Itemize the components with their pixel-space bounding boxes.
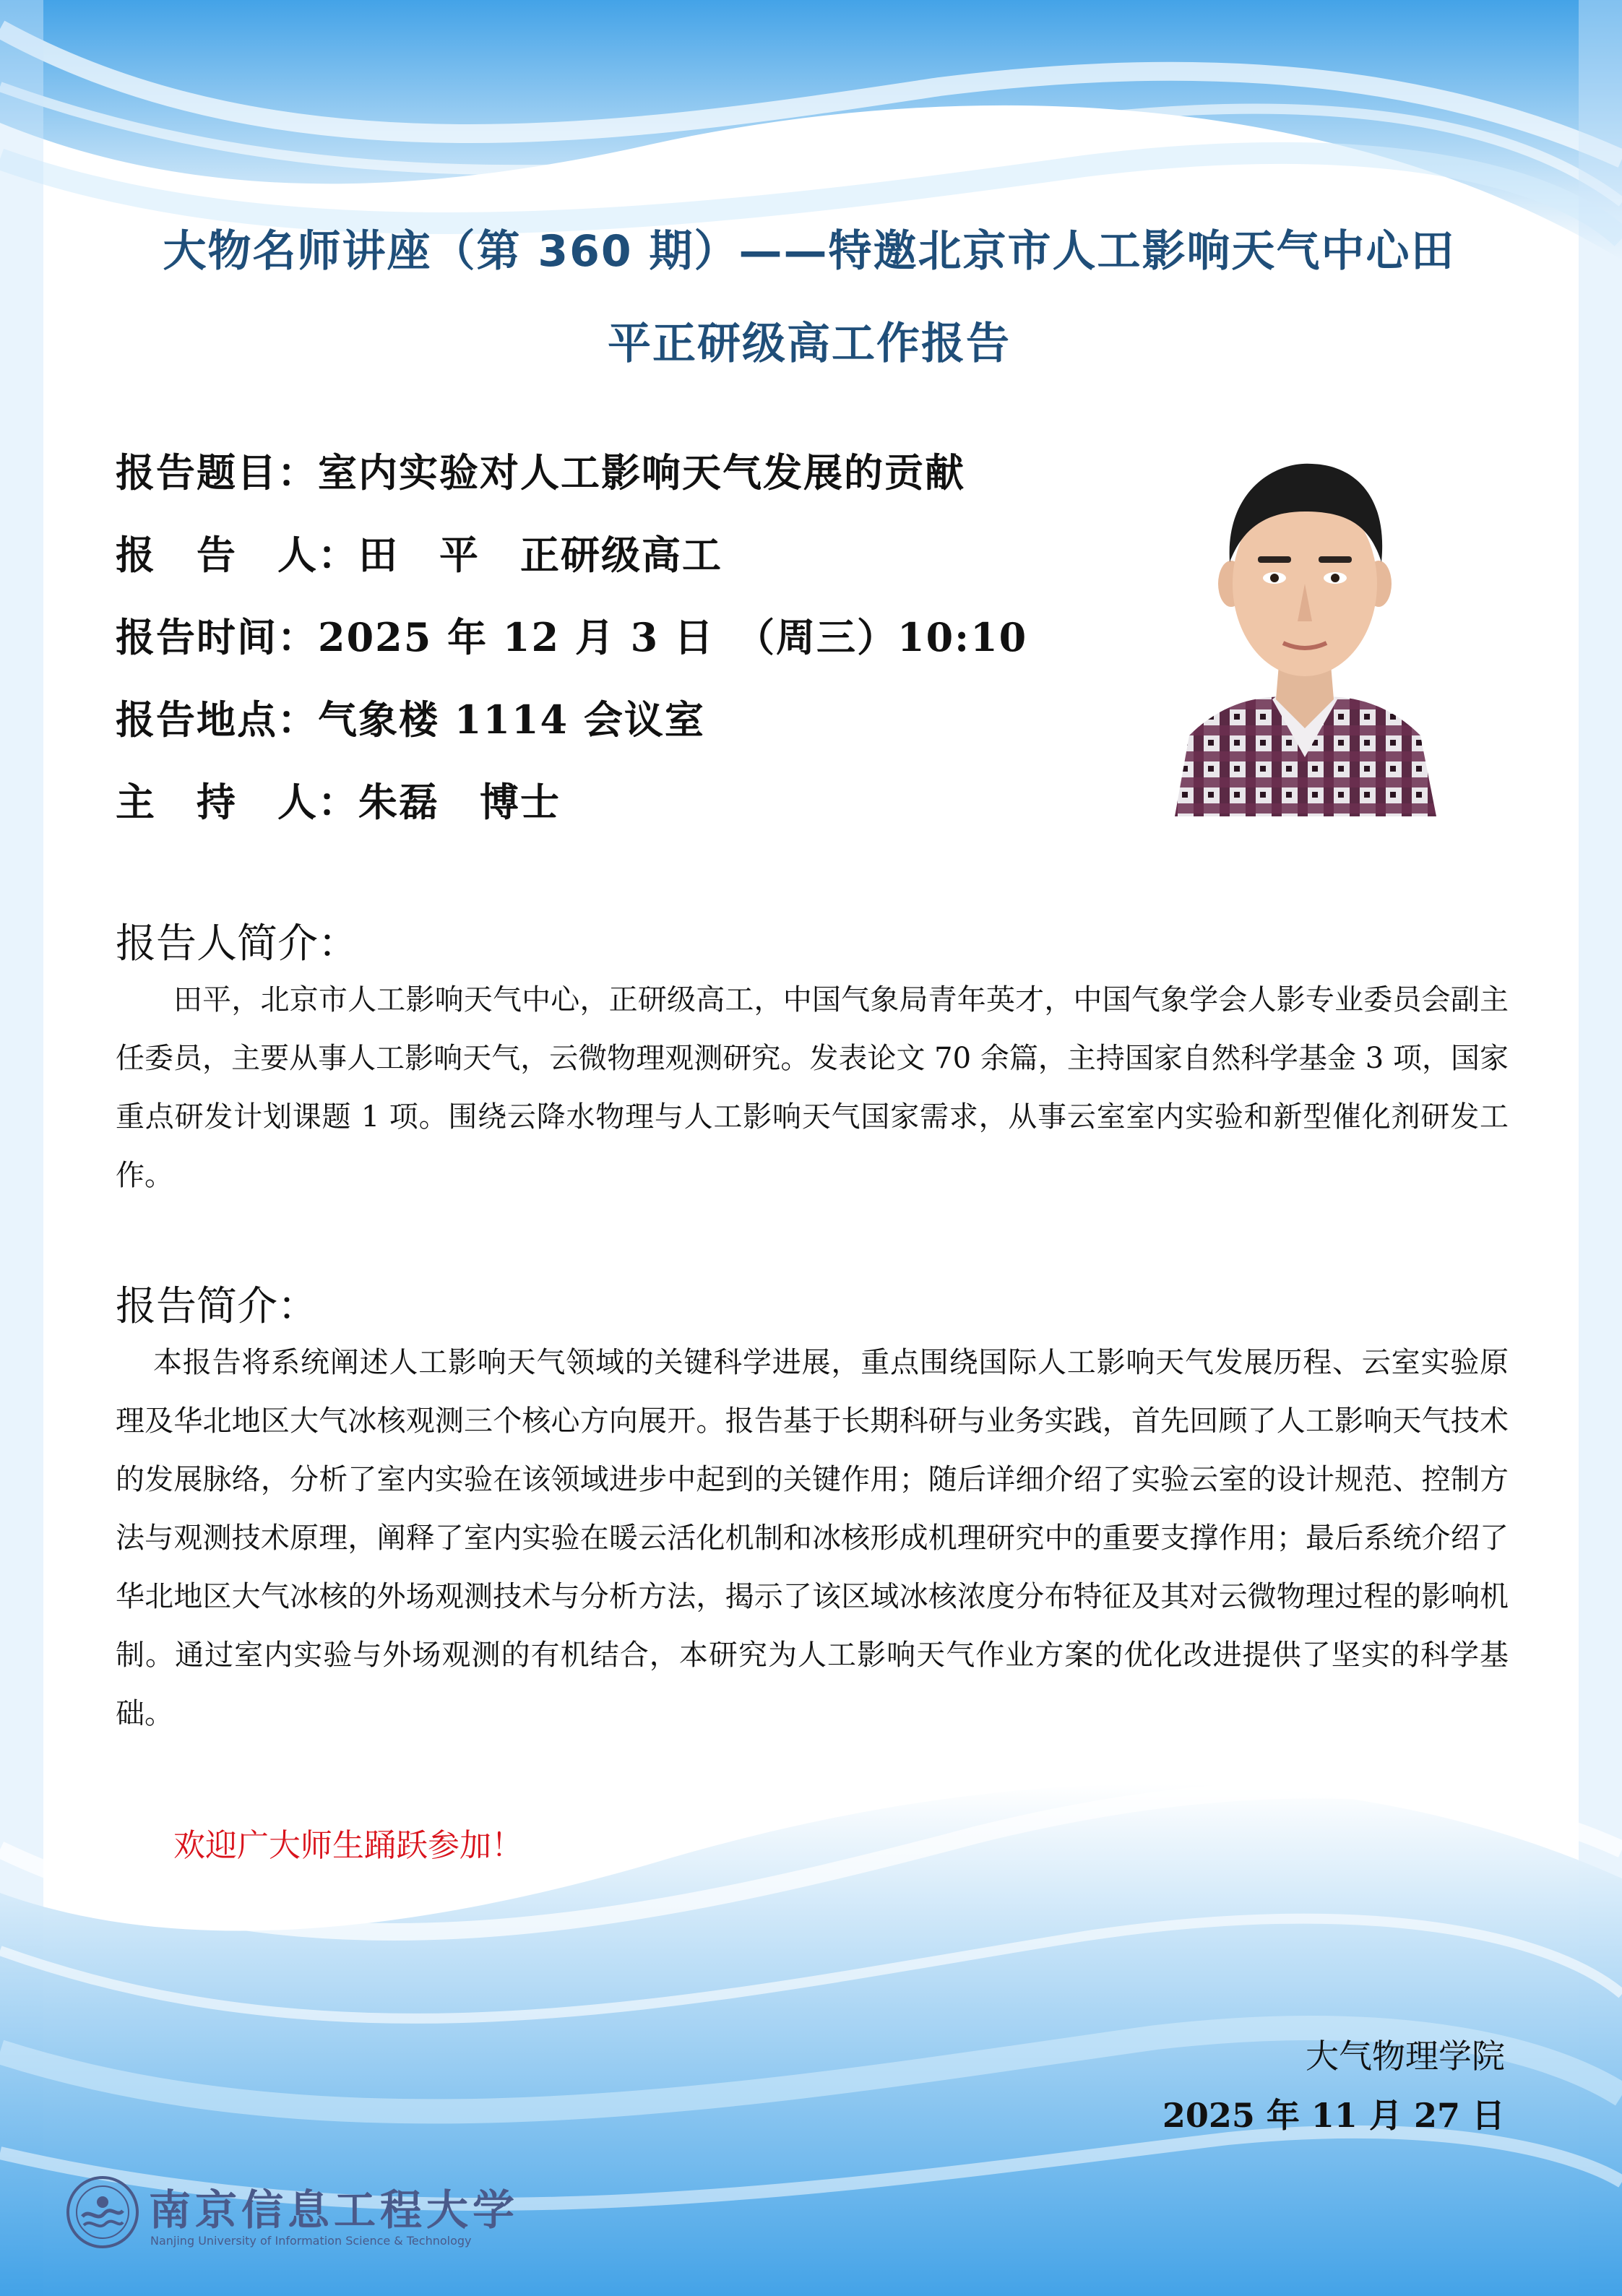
info-value: 朱磊 博士 xyxy=(358,779,561,825)
info-label: 主 持 人： xyxy=(116,779,358,825)
university-logo xyxy=(65,2175,519,2254)
poster-title-line1: 大物名师讲座（第 360 期）——特邀北京市人工影响天气中心田 xyxy=(163,226,1456,277)
info-label: 报告地点： xyxy=(116,696,318,743)
university-name-cn: 南京信息工程大学 xyxy=(149,2185,519,2235)
report-intro-heading: 报告简介： xyxy=(116,1283,318,1330)
speaker-bio-text: 田平，北京市人工影响天气中心，正研级高工，中国气象局青年英才，中国气象学会人影专业委员会副主任委员，主要从事人工影响天气，云微物理观测研究。发表论文 70 余篇，主持国家自然科学基金 3 项，国家重点研发计划课题 1 项。围绕云降水物理与人工影响天气国家需求，从事云室室内实验和新型催化剂研发工作。 xyxy=(116,983,1509,1192)
info-value: 田 平 正研级高工 xyxy=(358,532,722,578)
info-label: 报告题目： xyxy=(116,449,318,496)
info-value: 气象楼 1114 会议室 xyxy=(318,696,705,743)
poster-title-line2: 平正研级高工作报告 xyxy=(608,319,1011,369)
info-report-title xyxy=(116,442,965,498)
report-intro-text: 本报告将系统阐述人工影响天气领域的关键科学进展，重点围绕国际人工影响天气发展历程、云室实验原理及华北地区大气冰核观测三个核心方向展开。报告基于长期科研与业务实践，首先回顾了人工影响天气技术的发展脉络，分析了室内实验在该领域进步中起到的关键作用；随后详细介绍了实验云室的设计规范、控制方法与观测技术原理，阐释了室内实验在暖云活化机制和冰核形成机理研究中的重要支撑作用；最后系统介绍了华北地区大气冰核的外场观测技术与分析方法，揭示了该区域冰核浓度分布特征及其对云微物理过程的影响机制。通过室内实验与外场观测的有机结合，本研究为人工影响天气作业方案的优化改进提供了坚实的科学基础。 xyxy=(116,1346,1509,1730)
speaker-bio-heading: 报告人简介： xyxy=(116,920,358,967)
info-value: 室内实验对人工影响天气发展的贡献 xyxy=(318,449,965,496)
info-value: 2025 年 12 月 3 日 （周三）10:10 xyxy=(318,614,1028,660)
info-host xyxy=(116,772,561,827)
info-label: 报告时间： xyxy=(116,614,318,660)
university-name-en: Nanjing University of Information Science & Technology xyxy=(150,2234,472,2248)
info-speaker xyxy=(116,525,722,580)
info-time xyxy=(116,607,1027,663)
speaker-photo xyxy=(1168,439,1444,816)
welcome-message: 欢迎广大师生踊跃参加！ xyxy=(173,1827,523,1864)
info-label: 报 告 人： xyxy=(116,532,358,578)
issue-date: 2025 年 11 月 27 日 xyxy=(1162,2096,1505,2135)
university-seal-icon xyxy=(65,2175,140,2250)
department-name: 大气物理学院 xyxy=(1306,2037,1505,2076)
info-location xyxy=(116,689,705,745)
